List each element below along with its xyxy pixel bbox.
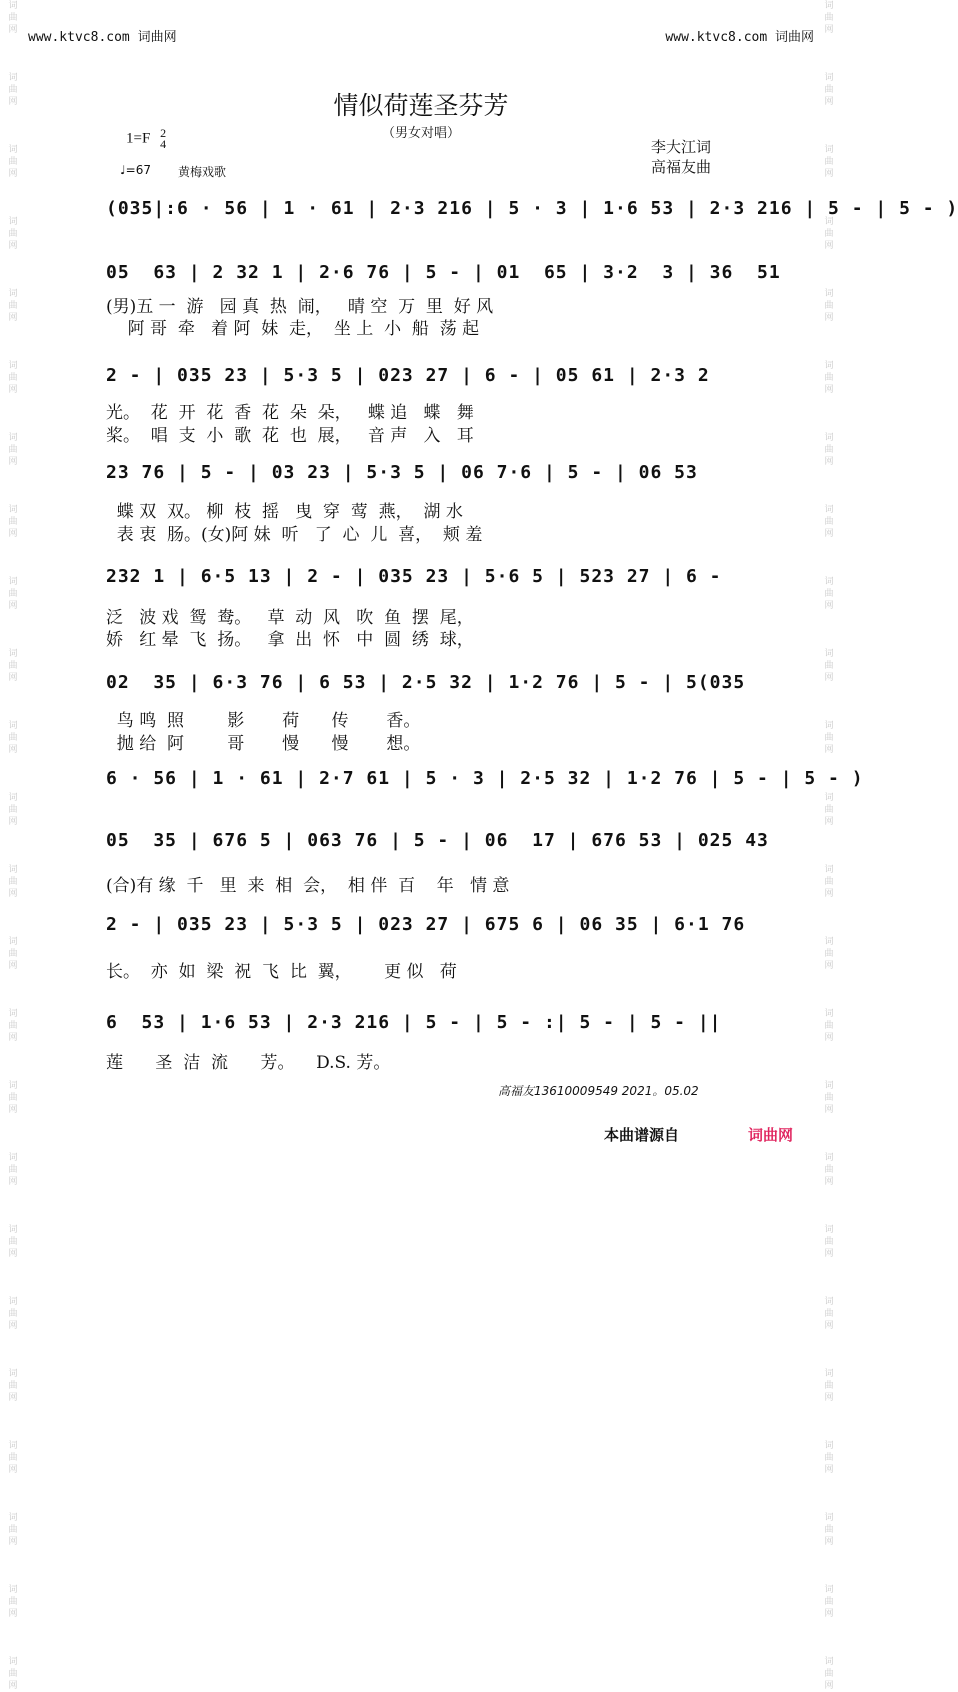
lyric-line-5-1: 泛 波 戏 鸳 鸯。 草 动 风 吹 鱼 摆 尾， (106, 608, 474, 628)
lyric-line-2-2: 阿 哥 牵 着 阿 妹 走， 坐 上 小 船 荡 起 (106, 319, 480, 339)
lyric-line-3-1: 光。 花 开 花 香 花 朵 朵， 蝶 追 蝶 舞 (106, 403, 474, 423)
composer-credit: 高福友曲 (651, 158, 712, 176)
song-subtitle: （男女对唱） (381, 126, 460, 141)
lyric-line-8-1: (合)有 缘 千 里 来 相 会， 相 伴 百 年 情 意 (106, 876, 510, 896)
header-site-left: www.ktvc8.com 词曲网 (28, 30, 177, 45)
lyric-line-6-2: 抛 给 阿 哥 慢 慢 想。 (106, 734, 421, 754)
header-site-right: www.ktvc8.com 词曲网 (665, 30, 814, 45)
lyric-line-4-2: 表 衷 肠。(女)阿 妹 听 了 心 儿 喜， 颊 羞 (106, 525, 483, 545)
music-line-9: 2 - | 035 23 | 5·3 5 | 023 27 | 675 6 | 06 35 | 6·1 76 (106, 914, 746, 935)
watermark-side-right: 词 曲 网 词 曲 网 词 曲 网 词 曲 网 词 曲 网 词 曲 网 词 曲 网 词 曲 网 词 曲 网 词 曲 网 词 曲 网 词 曲 网 词 曲 网 词 曲 网 词 曲 网 词 曲 网 词 曲 网 词 曲 网 词 曲 网 词 曲 网 词 曲 网 词 曲 网 词 曲 网 词 曲 网 (824, 1, 834, 1691)
tempo-mark: ♩=67 (120, 163, 151, 177)
lyric-line-5-2: 娇 红 晕 飞 扬。 拿 出 怀 中 圆 绣 球， (106, 630, 474, 650)
lyric-line-9-1: 长。 亦 如 梁 祝 飞 比 翼， 更 似 荷 (106, 962, 457, 982)
footer-source: 本曲谱源自 (604, 1126, 680, 1144)
music-line-5: 232 1 | 6·5 13 | 2 - | 035 23 | 5·6 5 | 523 27 | 6 - (106, 566, 722, 587)
watermark-side-left: 词 曲 网 词 曲 网 词 曲 网 词 曲 网 词 曲 网 词 曲 网 词 曲 网 词 曲 网 词 曲 网 词 曲 网 词 曲 网 词 曲 网 词 曲 网 词 曲 网 词 曲 网 词 曲 网 词 曲 网 词 曲 网 词 曲 网 词 曲 网 词 曲 网 词 曲 网 词 曲 网 词 曲 网 (8, 1, 18, 1691)
key-label: 1=F (126, 130, 151, 147)
music-line-2: 05 63 | 2 32 1 | 2·6 76 | 5 - | 01 65 | 3·2 3 | 36 51 (106, 262, 781, 283)
music-line-6: 02 35 | 6·3 76 | 6 53 | 2·5 32 | 1·2 76 | 5 - | 5(035 (106, 672, 746, 693)
music-line-4: 23 76 | 5 - | 03 23 | 5·3 5 | 06 7·6 | 5 - | 06 53 (106, 462, 698, 483)
music-line-10: 6 53 | 1·6 53 | 2·3 216 | 5 - | 5 - :| 5 - | 5 - || (106, 1012, 722, 1033)
music-line-3: 2 - | 035 23 | 5·3 5 | 023 27 | 6 - | 05 61 | 2·3 2 (106, 365, 710, 386)
time-bottom: 4 (160, 137, 167, 151)
music-line-1: (035|:6 · 56 | 1 · 61 | 2·3 216 | 5 · 3 | 1·6 53 | 2·3 216 | 5 - | 5 - ) (106, 198, 958, 219)
music-line-8: 05 35 | 676 5 | 063 76 | 5 - | 06 17 | 676 53 | 025 43 (106, 830, 769, 851)
lyricist-credit: 李大江词 (651, 138, 712, 156)
footer-site: 词曲网 (748, 1126, 794, 1144)
style-mark: 黄梅戏歌 (178, 165, 227, 179)
time-signature (160, 128, 166, 150)
time-top: 2 (160, 126, 167, 140)
lyric-line-10-1: 莲 圣 洁 流 芳。 D.S. 芳。 (106, 1053, 391, 1073)
lyric-line-4-1: 蝶 双 双。 柳 枝 摇 曳 穿 莺 燕， 湖 水 (106, 502, 463, 522)
lyric-line-3-2: 桨。 唱 支 小 歌 花 也 展， 音 声 入 耳 (106, 426, 474, 446)
music-line-7: 6 · 56 | 1 · 61 | 2·7 61 | 5 · 3 | 2·5 32 | 1·2 76 | 5 - | 5 - ) (106, 768, 864, 789)
lyric-line-2-1: (男)五 一 游 园 真 热 闹， 晴 空 万 里 好 风 (106, 297, 494, 317)
signature: 高福友13610009549 2021。05.02 (498, 1084, 699, 1098)
lyric-line-6-1: 鸟 鸣 照 影 荷 传 香。 (106, 711, 421, 731)
key-signature (126, 128, 166, 150)
song-title: 情似荷莲圣芬芳 (333, 91, 509, 120)
